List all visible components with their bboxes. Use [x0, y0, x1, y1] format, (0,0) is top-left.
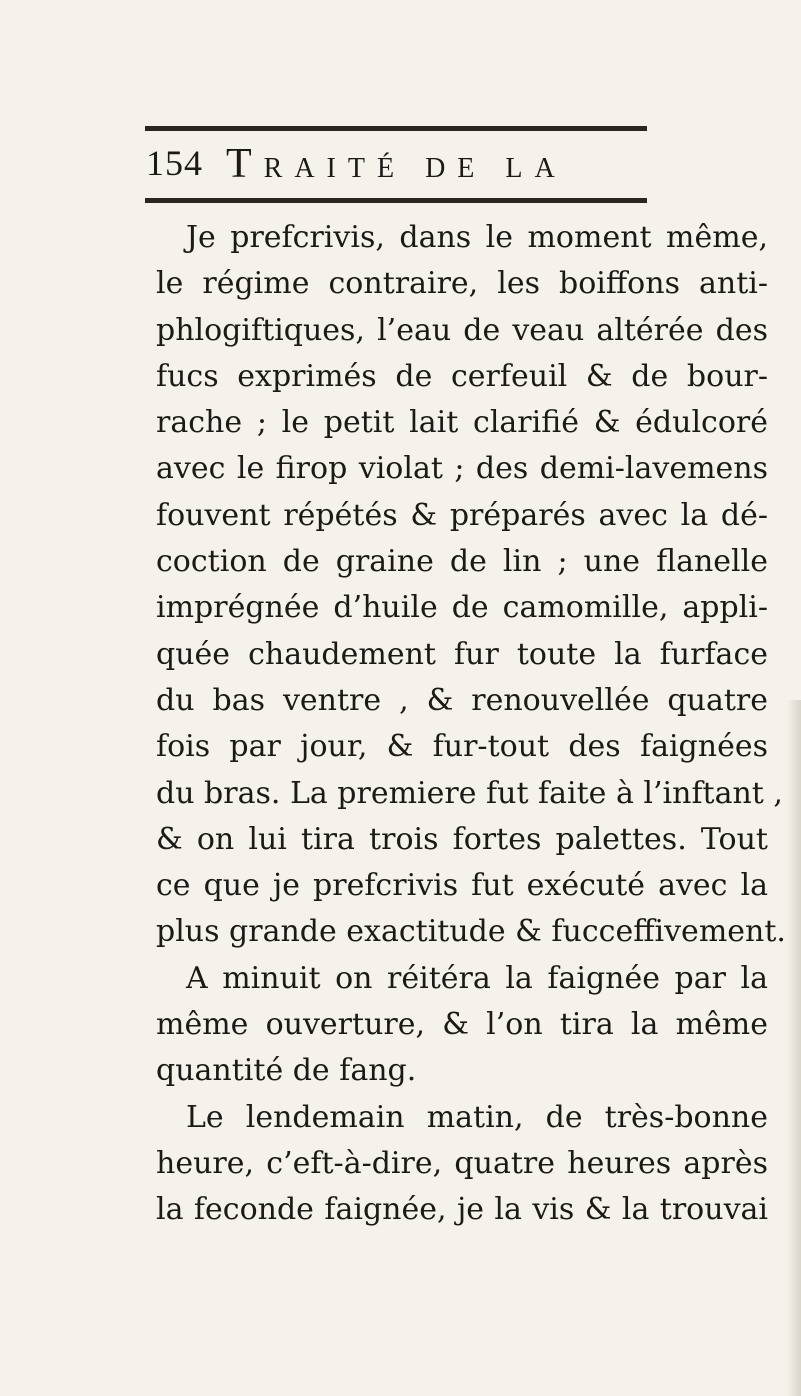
- text-line: imprégnée d’huile de camomille, appli-: [156, 590, 768, 626]
- text-line: heure, c’eft-à-dire, quatre heures après: [156, 1145, 768, 1181]
- text-line: A minuit on réitéra la faignée par la: [186, 960, 768, 996]
- text-line: avec le firop violat ; des demi-lavemens: [156, 451, 768, 487]
- running-title-rest: RAITÉ DE LA: [263, 153, 567, 184]
- text-line: fois par jour, & fur-tout des faignées: [156, 729, 768, 765]
- text-line: quée chaudement fur toute la furface: [156, 636, 768, 672]
- text-line: plus grande exactitude & fucceffivement.: [156, 914, 786, 950]
- page-edge-shadow: [787, 700, 801, 1396]
- running-title-initial: T: [226, 141, 264, 187]
- body-text: [156, 215, 786, 1234]
- page-header: [146, 140, 666, 190]
- text-line: & on lui tira trois fortes palettes. Tout: [156, 821, 768, 857]
- header-top-rule: [145, 126, 647, 131]
- text-line: fouvent répétés & préparés avec la dé-: [156, 497, 768, 533]
- text-line: du bras. La premiere fut faite à l’inftant ,: [156, 775, 783, 811]
- text-line: fucs exprimés de cerfeuil & de bour-: [156, 358, 768, 394]
- text-line: le régime contraire, les boiffons anti-: [156, 266, 768, 302]
- running-title: [226, 140, 567, 188]
- text-line: rache ; le petit lait clarifié & édulcoré: [156, 405, 768, 441]
- text-line: du bas ventre , & renouvellée quatre: [156, 682, 768, 718]
- text-line: phlogiftiques, l’eau de veau altérée des: [156, 312, 768, 348]
- text-line: même ouverture, & l’on tira la même: [156, 1007, 768, 1043]
- text-line: Je prefcrivis, dans le moment même,: [186, 220, 768, 255]
- text-line: quantité de fang.: [156, 1053, 417, 1089]
- page-number: 154: [146, 143, 203, 183]
- text-line: Le lendemain matin, de très-bonne: [186, 1099, 768, 1135]
- text-line: la feconde faignée, je la vis & la trouvai: [156, 1192, 768, 1228]
- text-line: ce que je prefcrivis fut exécuté avec la: [156, 868, 768, 904]
- header-bottom-rule: [145, 198, 647, 203]
- text-line: coction de graine de lin ; une flanelle: [156, 544, 768, 580]
